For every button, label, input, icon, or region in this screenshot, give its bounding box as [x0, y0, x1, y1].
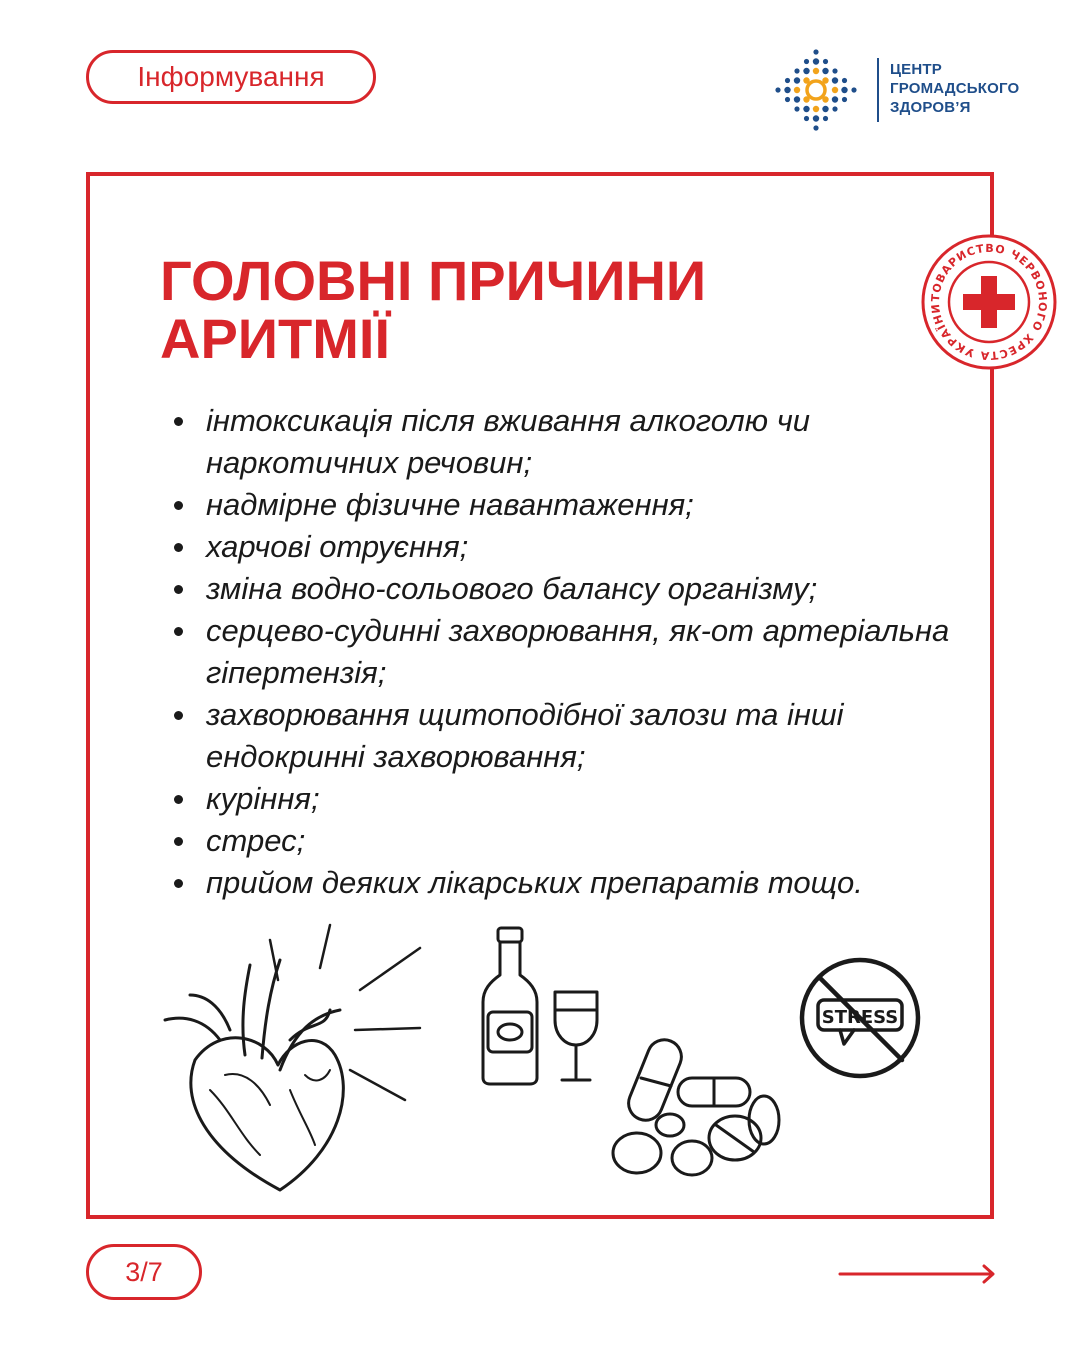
list-item: захворювання щитоподібної залози та інші ендокринні захворювання; — [172, 694, 952, 778]
logo-line-3: ЗДОРОВ’Я — [890, 99, 971, 116]
illustrations — [150, 920, 940, 1200]
red-cross-seal-icon — [919, 232, 1059, 372]
list-item: зміна водно-сольового балансу організму; — [172, 568, 952, 610]
stress-label: STRESS — [821, 1007, 899, 1028]
title-line-1: ГОЛОВНІ ПРИЧИНИ — [160, 249, 707, 312]
logo-divider — [877, 58, 879, 122]
seal-text: ТОВАРИСТВО ЧЕРВОНОГО ХРЕСТА УКРАЇНИ — [928, 241, 1050, 363]
arrow-right-icon[interactable] — [838, 1262, 998, 1286]
logo-text — [890, 60, 1019, 117]
list-item: стрес; — [172, 820, 952, 862]
cross-horizontal — [963, 294, 1015, 310]
list-item: куріння; — [172, 778, 952, 820]
wine-glass-icon — [555, 992, 597, 1080]
no-stress-icon — [802, 960, 918, 1076]
list-item: надмірне фізичне навантаження; — [172, 484, 952, 526]
category-tag: Інформування — [86, 50, 376, 104]
page-indicator: 3/7 — [86, 1244, 202, 1300]
page-title — [160, 249, 780, 370]
causes-list — [172, 400, 952, 904]
title-line-2: АРИТМІЇ — [160, 307, 390, 370]
logo-line-1: ЦЕНТР — [890, 61, 942, 78]
list-item: серцево-судинні захворювання, як-от артеріальна гіпертензія; — [172, 610, 952, 694]
list-item: інтоксикація після вживання алкоголю чи наркотичних речовин; — [172, 400, 952, 484]
bottle-icon — [483, 928, 537, 1084]
list-item: харчові отруєння; — [172, 526, 952, 568]
pills-icon — [613, 1035, 779, 1175]
heart-icon — [165, 925, 420, 1190]
logo-line-2: ГРОМАДСЬКОГО — [890, 80, 1020, 97]
list-item: прийом деяких лікарських препаратів тощо. — [172, 862, 952, 904]
